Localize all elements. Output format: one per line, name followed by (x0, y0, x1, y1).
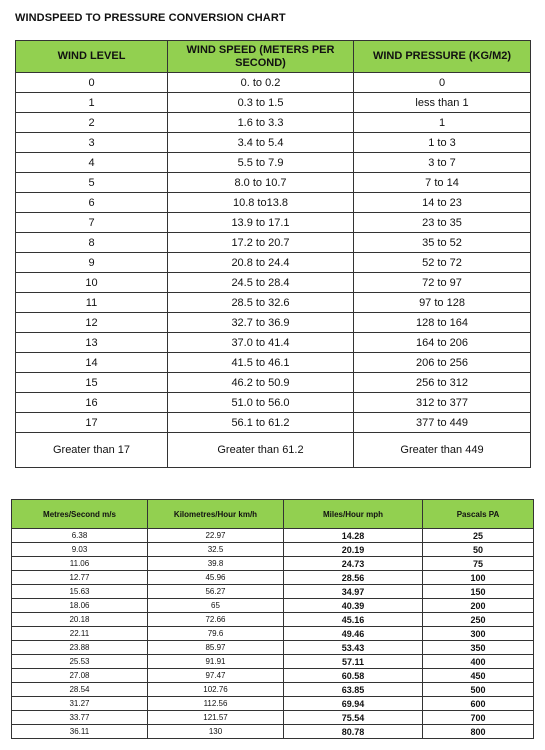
wind-speed-cell: 10.8 to13.8 (168, 193, 354, 213)
wind-level-cell: 0 (16, 73, 168, 93)
wind-level-cell: 17 (16, 413, 168, 433)
mph-cell: 34.97 (284, 585, 423, 599)
table-row (12, 697, 534, 711)
mps-cell: 12.77 (12, 571, 148, 585)
table-row (12, 655, 534, 669)
wind-pressure-cell: 1 to 3 (354, 133, 531, 153)
table-row (12, 725, 534, 739)
wind-level-cell: 3 (16, 133, 168, 153)
mps-cell: 9.03 (12, 543, 148, 557)
table-row (16, 173, 531, 193)
header-wind-speed: WIND SPEED (METERS PER SECOND) (168, 41, 354, 73)
mps-cell: 23.88 (12, 641, 148, 655)
table-row (16, 153, 531, 173)
mph-cell: 45.16 (284, 613, 423, 627)
wind-pressure-table (15, 40, 531, 468)
wind-level-cell: 8 (16, 233, 168, 253)
wind-speed-cell: 46.2 to 50.9 (168, 373, 354, 393)
table-header-row (12, 500, 534, 529)
kmh-cell: 102.76 (148, 683, 284, 697)
wind-pressure-cell: 35 to 52 (354, 233, 531, 253)
wind-speed-cell: 8.0 to 10.7 (168, 173, 354, 193)
table-row (16, 253, 531, 273)
table-row (12, 683, 534, 697)
wind-speed-cell: Greater than 61.2 (168, 433, 354, 468)
table-row (12, 571, 534, 585)
table-row (16, 193, 531, 213)
pascals-cell: 800 (423, 725, 534, 739)
wind-pressure-cell: 1 (354, 113, 531, 133)
table-row (12, 669, 534, 683)
wind-pressure-cell: 7 to 14 (354, 173, 531, 193)
pascals-cell: 600 (423, 697, 534, 711)
wind-pressure-cell: 97 to 128 (354, 293, 531, 313)
wind-pressure-cell: 312 to 377 (354, 393, 531, 413)
mps-cell: 18.06 (12, 599, 148, 613)
wind-level-cell: 14 (16, 353, 168, 373)
wind-level-cell: 4 (16, 153, 168, 173)
pascals-cell: 100 (423, 571, 534, 585)
mps-cell: 36.11 (12, 725, 148, 739)
wind-pressure-cell: 23 to 35 (354, 213, 531, 233)
mph-cell: 20.19 (284, 543, 423, 557)
kmh-cell: 22.97 (148, 529, 284, 543)
mph-cell: 40.39 (284, 599, 423, 613)
wind-speed-cell: 13.9 to 17.1 (168, 213, 354, 233)
page-title: WINDSPEED TO PRESSURE CONVERSION CHART (15, 12, 286, 24)
table-row (16, 233, 531, 253)
pascals-cell: 200 (423, 599, 534, 613)
kmh-cell: 45.96 (148, 571, 284, 585)
mph-cell: 28.56 (284, 571, 423, 585)
wind-pressure-cell: 3 to 7 (354, 153, 531, 173)
wind-speed-cell: 17.2 to 20.7 (168, 233, 354, 253)
wind-speed-cell: 3.4 to 5.4 (168, 133, 354, 153)
table-row (12, 613, 534, 627)
mps-cell: 11.06 (12, 557, 148, 571)
header-kilometres-per-hour: Kilometres/Hour km/h (148, 500, 284, 529)
wind-speed-cell: 1.6 to 3.3 (168, 113, 354, 133)
table-row (12, 711, 534, 725)
wind-level-cell: 15 (16, 373, 168, 393)
table-row (12, 529, 534, 543)
wind-speed-cell: 37.0 to 41.4 (168, 333, 354, 353)
mph-cell: 57.11 (284, 655, 423, 669)
wind-speed-cell: 32.7 to 36.9 (168, 313, 354, 333)
table-row (16, 333, 531, 353)
mps-cell: 6.38 (12, 529, 148, 543)
table-row (16, 413, 531, 433)
wind-level-cell: 2 (16, 113, 168, 133)
mps-cell: 25.53 (12, 655, 148, 669)
table-row (16, 73, 531, 93)
table-row (16, 273, 531, 293)
wind-pressure-cell: 52 to 72 (354, 253, 531, 273)
mph-cell: 24.73 (284, 557, 423, 571)
table-row (12, 557, 534, 571)
table-row (16, 113, 531, 133)
mph-cell: 49.46 (284, 627, 423, 641)
wind-speed-cell: 20.8 to 24.4 (168, 253, 354, 273)
table-row (16, 293, 531, 313)
wind-level-cell: 13 (16, 333, 168, 353)
pascals-cell: 50 (423, 543, 534, 557)
kmh-cell: 112.56 (148, 697, 284, 711)
pascals-cell: 150 (423, 585, 534, 599)
kmh-cell: 97.47 (148, 669, 284, 683)
pascals-cell: 450 (423, 669, 534, 683)
wind-speed-cell: 51.0 to 56.0 (168, 393, 354, 413)
header-pascals: Pascals PA (423, 500, 534, 529)
mps-cell: 27.08 (12, 669, 148, 683)
kmh-cell: 121.57 (148, 711, 284, 725)
pascals-cell: 250 (423, 613, 534, 627)
table-row (12, 585, 534, 599)
kmh-cell: 79.6 (148, 627, 284, 641)
wind-speed-cell: 41.5 to 46.1 (168, 353, 354, 373)
wind-speed-cell: 28.5 to 32.6 (168, 293, 354, 313)
wind-level-cell: 10 (16, 273, 168, 293)
wind-level-cell: Greater than 17 (16, 433, 168, 468)
header-metres-per-second: Metres/Second m/s (12, 500, 148, 529)
table-row (16, 433, 531, 468)
kmh-cell: 85.97 (148, 641, 284, 655)
wind-level-cell: 12 (16, 313, 168, 333)
pascals-cell: 500 (423, 683, 534, 697)
mph-cell: 14.28 (284, 529, 423, 543)
header-wind-level: WIND LEVEL (16, 41, 168, 73)
kmh-cell: 130 (148, 725, 284, 739)
wind-level-cell: 6 (16, 193, 168, 213)
wind-speed-cell: 5.5 to 7.9 (168, 153, 354, 173)
mps-cell: 20.18 (12, 613, 148, 627)
mph-cell: 69.94 (284, 697, 423, 711)
table-row (16, 133, 531, 153)
table-row (12, 543, 534, 557)
table-row (16, 213, 531, 233)
wind-pressure-cell: 256 to 312 (354, 373, 531, 393)
pascals-cell: 25 (423, 529, 534, 543)
pascals-cell: 350 (423, 641, 534, 655)
wind-level-cell: 16 (16, 393, 168, 413)
table-row (12, 627, 534, 641)
table-header-row (16, 41, 531, 73)
mps-cell: 22.11 (12, 627, 148, 641)
table-row (16, 93, 531, 113)
mph-cell: 80.78 (284, 725, 423, 739)
table-row (12, 641, 534, 655)
wind-speed-cell: 56.1 to 61.2 (168, 413, 354, 433)
wind-pressure-cell: Greater than 449 (354, 433, 531, 468)
wind-level-cell: 5 (16, 173, 168, 193)
mps-cell: 31.27 (12, 697, 148, 711)
wind-pressure-cell: 0 (354, 73, 531, 93)
wind-pressure-cell: 164 to 206 (354, 333, 531, 353)
kmh-cell: 72.66 (148, 613, 284, 627)
wind-speed-cell: 24.5 to 28.4 (168, 273, 354, 293)
mph-cell: 60.58 (284, 669, 423, 683)
mps-cell: 28.54 (12, 683, 148, 697)
wind-speed-cell: 0.3 to 1.5 (168, 93, 354, 113)
pascals-cell: 700 (423, 711, 534, 725)
header-wind-pressure: WIND PRESSURE (KG/M2) (354, 41, 531, 73)
mps-cell: 15.63 (12, 585, 148, 599)
wind-speed-cell: 0. to 0.2 (168, 73, 354, 93)
wind-pressure-cell: 128 to 164 (354, 313, 531, 333)
wind-level-cell: 7 (16, 213, 168, 233)
kmh-cell: 65 (148, 599, 284, 613)
wind-level-cell: 11 (16, 293, 168, 313)
table-row (12, 599, 534, 613)
kmh-cell: 56.27 (148, 585, 284, 599)
kmh-cell: 32.5 (148, 543, 284, 557)
header-miles-per-hour: Miles/Hour mph (284, 500, 423, 529)
table-row (16, 373, 531, 393)
table-row (16, 353, 531, 373)
mph-cell: 75.54 (284, 711, 423, 725)
wind-pressure-cell: 14 to 23 (354, 193, 531, 213)
pascals-cell: 300 (423, 627, 534, 641)
pascals-cell: 400 (423, 655, 534, 669)
pascals-cell: 75 (423, 557, 534, 571)
wind-level-cell: 1 (16, 93, 168, 113)
table-row (16, 313, 531, 333)
wind-pressure-cell: 72 to 97 (354, 273, 531, 293)
kmh-cell: 39.8 (148, 557, 284, 571)
wind-level-cell: 9 (16, 253, 168, 273)
wind-pressure-cell: 206 to 256 (354, 353, 531, 373)
speed-conversion-table (11, 499, 534, 739)
kmh-cell: 91.91 (148, 655, 284, 669)
mph-cell: 53.43 (284, 641, 423, 655)
mps-cell: 33.77 (12, 711, 148, 725)
table-row (16, 393, 531, 413)
wind-pressure-cell: less than 1 (354, 93, 531, 113)
wind-pressure-cell: 377 to 449 (354, 413, 531, 433)
mph-cell: 63.85 (284, 683, 423, 697)
